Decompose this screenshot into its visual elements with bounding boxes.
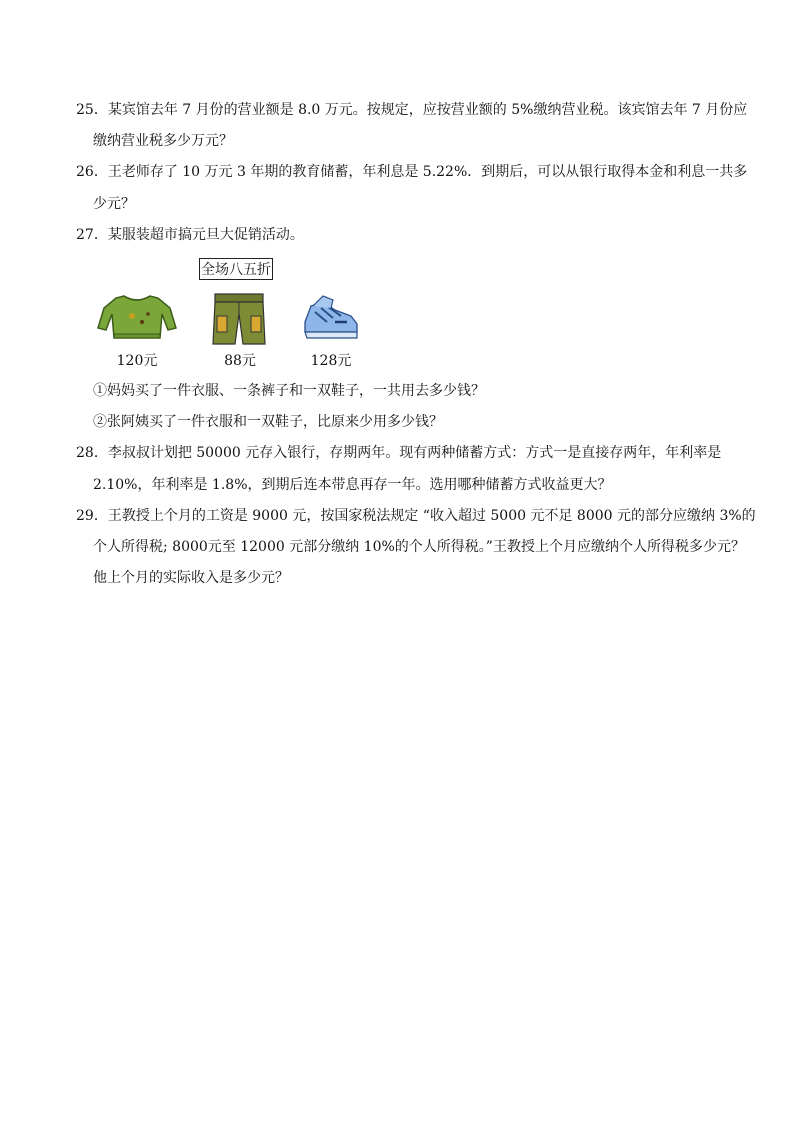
question-29-line-2: 个人所得税; 8000元至 12000 元部分缴纳 10%的个人所得税。”王教授上个月应缴纳个人所得税多少元？: [93, 539, 745, 555]
question-28-line-2: 2.10%，年利率是 1.8%，到期后连本带息再存一年。选用哪种储蓄方式收益更大？: [93, 477, 612, 493]
question-26-line-1: 26．王老师存了 10 万元 3 年期的教育储蓄，年利息是 5.22%．到期后，可以从银行取得本金和利息一共多: [76, 164, 748, 180]
question-28-line-1: 28．李叔叔计划把 50000 元存入银行，存期两年。现有两种储蓄方式：方式一是直接存两年，年利率是: [76, 445, 722, 461]
sneaker-item: [301, 292, 361, 346]
sweater-price: 120元: [116, 353, 158, 369]
pants-price: 88元: [224, 353, 256, 369]
question-26-line-2: 少元？: [93, 196, 135, 212]
question-27-sub-1: ①妈妈买了一件衣服、一条裤子和一双鞋子，一共用去多少钱？: [93, 383, 485, 399]
sneaker-icon: [301, 292, 361, 342]
pants-item: [209, 292, 269, 350]
sneaker-price: 128元: [310, 353, 352, 369]
sweater-item: [96, 292, 178, 346]
sweater-icon: [96, 292, 178, 342]
question-25-line-1: 25．某宾馆去年 7 月份的营业额是 8.0 万元。按规定，应按营业额的 5%缴纳营业税。该宾馆去年 7 月份应: [76, 102, 748, 118]
question-27-line-1: 27．某服装超市搞元旦大促销活动。: [76, 227, 304, 243]
question-27-sub-2: ②张阿姨买了一件衣服和一双鞋子，比原来少用多少钱？: [93, 414, 443, 430]
promo-sign: 全场八五折: [199, 258, 273, 280]
question-25-line-2: 缴纳营业税多少万元？: [93, 133, 233, 149]
question-29-line-1: 29．王教授上个月的工资是 9000 元，按国家税法规定 “收入超过 5000 元不足 8000 元的部分应缴纳 3%的: [76, 508, 756, 524]
pants-icon: [209, 292, 269, 346]
question-29-line-3: 他上个月的实际收入是多少元？: [93, 570, 289, 586]
